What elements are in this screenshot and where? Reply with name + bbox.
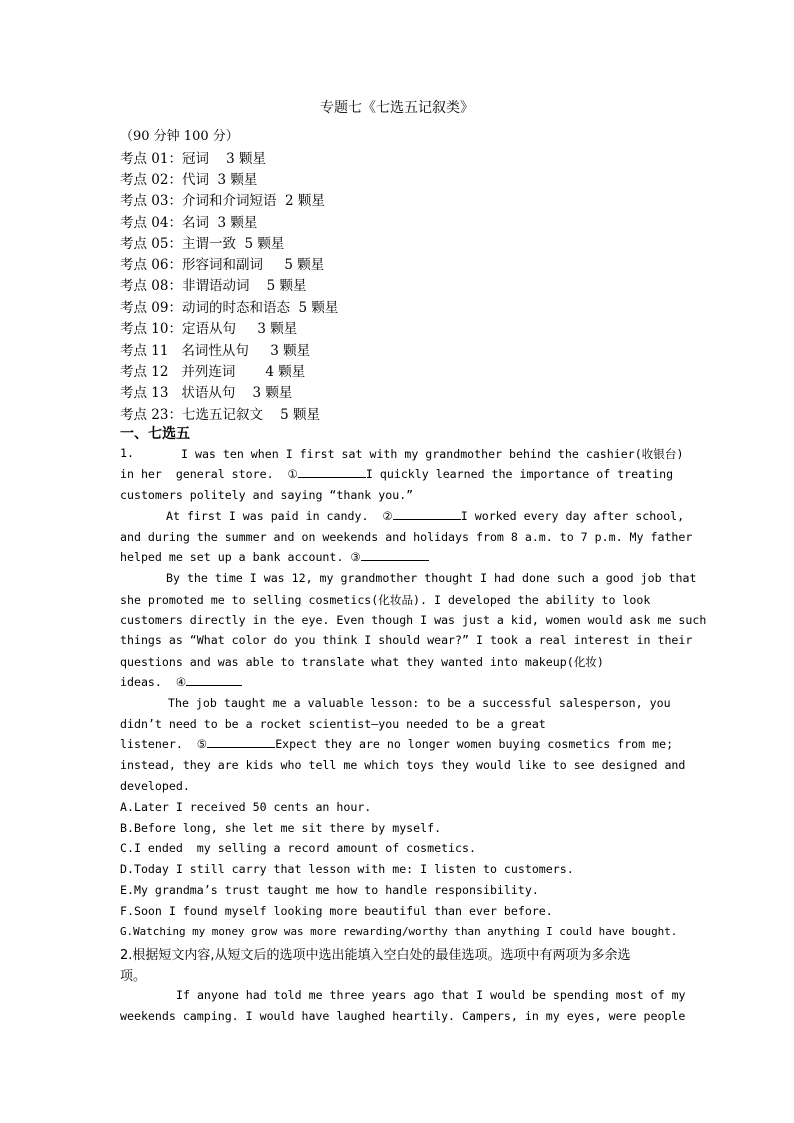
option-a: A.Later I received 50 cents an hour. <box>120 800 372 814</box>
option-e: E.My grandma’s trust taught me how to handle responsibility. <box>120 883 539 897</box>
kaodian-item: 考点 08：非谓语动词 5 颗星 <box>120 278 307 294</box>
kaodian-item: 考点 04：名词 3 颗星 <box>120 215 258 231</box>
passage-line: questions and was able to translate what they wanted into makeup(化妆) <box>120 655 604 669</box>
option-d: D.Today I still carry that lesson with me: I listen to customers. <box>120 862 574 876</box>
passage-line: If anyone had told me three years ago that I would be spending most of my <box>176 988 686 1002</box>
answer-blank-5[interactable] <box>207 737 275 748</box>
passage-line: listener. ⑤ Expect they are no longer women buying cosmetics from me; <box>120 737 674 751</box>
kaodian-item: 考点 12 并列连词 4 颗星 <box>120 364 306 380</box>
passage-line: I was ten when I first sat with my grandmother behind the cashier(收银台) <box>181 447 684 461</box>
passage-line: ideas. ④ <box>120 675 242 689</box>
answer-blank-1[interactable] <box>298 467 366 478</box>
answer-blank-3[interactable] <box>361 550 429 561</box>
option-c: C.I ended my selling a record amount of cosmetics. <box>120 841 476 855</box>
passage-line: and during the summer and on weekends and holidays from 8 a.m. to 7 p.m. My father <box>120 530 693 544</box>
passage-line: By the time I was 12, my grandmother thought I had done such a good job that <box>166 571 697 585</box>
option-g: G.Watching my money grow was more rewarding/worthy than anything I could have bought. <box>120 925 678 938</box>
section-heading: 一、七选五 <box>120 426 190 442</box>
kaodian-item: 考点 03：介词和介词短语 2 颗星 <box>120 193 325 209</box>
passage-line: helped me set up a bank account. ③ <box>120 550 429 564</box>
passage-line: she promoted me to selling cosmetics(化妆品). I developed the ability to look <box>120 593 651 607</box>
passage-line: developed. <box>120 779 190 793</box>
kaodian-item: 考点 10：定语从句 3 颗星 <box>120 321 298 337</box>
kaodian-item: 考点 02：代词 3 颗星 <box>120 172 258 188</box>
kaodian-item: 考点 11 名词性从句 3 颗星 <box>120 343 311 359</box>
page-title: 专题七《七选五记叙类》 <box>320 100 474 116</box>
option-b: B.Before long, she let me sit there by myself. <box>120 821 442 835</box>
passage-line: weekends camping. I would have laughed heartily. Campers, in my eyes, were people <box>120 1009 686 1023</box>
answer-blank-2[interactable] <box>393 509 461 520</box>
kaodian-item: 考点 06：形容词和副词 5 颗星 <box>120 257 325 273</box>
passage-line: The job taught me a valuable lesson: to be a successful salesperson, you <box>168 696 671 710</box>
question-2-instructions: 2.根据短文内容,从短文后的选项中选出能填入空白处的最佳选项。选项中有两项为多余选 <box>120 948 631 963</box>
kaodian-item: 考点 05：主谓一致 5 颗星 <box>120 236 285 252</box>
passage-line: things as “What color do you think I should wear?” I took a real interest in their <box>120 633 693 647</box>
kaodian-item: 考点 09：动词的时态和语态 5 颗星 <box>120 300 339 316</box>
passage-line: customers politely and saying “thank you.” <box>120 488 414 502</box>
option-f: F.Soon I found myself looking more beautiful than ever before. <box>120 904 553 918</box>
passage-line: At first I was paid in candy. ② I worked every day after school, <box>166 509 685 523</box>
kaodian-item: 考点 23：七选五记叙文 5 颗星 <box>120 407 321 423</box>
passage-line: didn’t need to be a rocket scientist—you needed to be a great <box>120 717 546 731</box>
answer-blank-4[interactable] <box>186 675 242 686</box>
question-2-instructions-cont: 项。 <box>120 969 147 984</box>
passage-line: customers directly in the eye. Even though I was just a kid, women would ask me such <box>120 613 707 627</box>
passage-line: in her general store. ① I quickly learned the importance of treating <box>120 467 674 481</box>
kaodian-item: 考点 01：冠词 3 颗星 <box>120 151 267 167</box>
exam-time-score: （90 分钟 100 分） <box>120 129 239 144</box>
kaodian-item: 考点 13 状语从句 3 颗星 <box>120 385 293 401</box>
question-number: 1. <box>120 446 134 460</box>
passage-line: instead, they are kids who tell me which toys they would like to see designed and <box>120 758 686 772</box>
